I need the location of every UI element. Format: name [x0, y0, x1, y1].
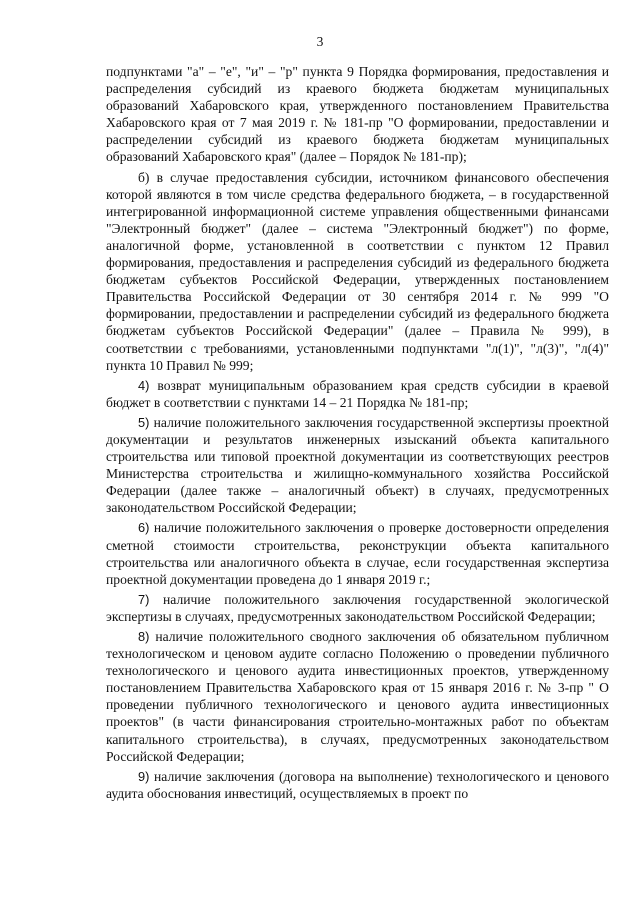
item-label: 9)	[138, 768, 150, 784]
paragraph-text: возврат муниципальным образованием края средств субсидии в краевой бюджет в соответствии с пунктами 14 – 21 Порядка № 181-пр;	[106, 377, 609, 410]
paragraph-item-9	[106, 768, 609, 802]
page-number: 3	[316, 34, 324, 49]
item-label: 8)	[138, 629, 150, 644]
item-label: 4)	[138, 377, 150, 393]
paragraph-text: подпунктами "а" – "е", "и" – "р" пункта 9 Порядка формирования, предоставления и распределения субсидий из краевого бюджета бюджетам муниципальных образований Хабаровского края, утвержденного постановлением Правительства Хабаровского края от 7 мая 2019 г. № 181-пр "О формировании, предоставлении и распределении субсидий из краевого бюджета бюджетам муниципальных образований Хабаровского края" (далее – Порядок № 181-пр);	[106, 64, 609, 165]
item-label: б)	[138, 169, 150, 185]
paragraph-text: наличие положительного сводного заключения об обязательном публичном технологическом и ценовом аудите согласно Положению о проведении публичного технологического и ценового аудита инвестиционных проектов, утвержденному постановлением Правительства Хабаровского края от 15 января 2016 г. № 3-пр " О проведении публичного технологического и ценового аудита инвестиционных проектов" (в части финансирования строительно-монтажных работ по объектам капитального строительства), в случаях, предусмотренных законодательством Российской Федерации;	[106, 629, 609, 764]
paragraph-text: наличие положительного заключения о проверке достоверности определения сметной стоимости строительства, реконструкции объекта капитального строительства или аналогичного объекта в случае, если государственная экспертиза проектной документации проведена до 1 января 2019 г.;	[106, 520, 609, 587]
paragraph-continuation	[106, 63, 609, 166]
paragraph-text: в случае предоставления субсидии, источником финансового обеспечения которой являются в том числе средства федерального бюджета, – в государственной интегрированной информационной системе управления общественными финансами "Электронный бюджет" (далее – система "Электронный бюджет") по форме, аналогичной форме, установленной в соответствии с пунктом 12 Правил формирования, предоставления и распределения субсидий из федерального бюджета бюджетам субъектов Российской Федерации, утвержденных постановлением Правительства Российской Федерации от 30 сентября 2014 г. № 999 "О формировании, предоставлении и распределении субсидий из федерального бюджета бюджетам субъектов Российской Федерации" (далее – Правила № 999), в соответствии с требованиями, установленными подпунктами "л(1)", "л(3)", "л(4)" пункта 10 Правил № 999;	[106, 169, 609, 373]
paragraph-item-7	[106, 591, 609, 625]
document-body	[106, 63, 609, 805]
paragraph-item-8	[106, 628, 609, 765]
paragraph-text: наличие положительного заключения государственной экологической экспертизы в случаях, предусмотренных законодательством Российской Федерации;	[106, 591, 609, 624]
item-label: 5)	[138, 414, 150, 430]
item-label: 7)	[138, 591, 150, 607]
paragraph-item-4	[106, 377, 609, 411]
item-label: 6)	[138, 520, 150, 536]
paragraph-item-b	[106, 169, 609, 374]
paragraph-item-6	[106, 519, 609, 587]
paragraph-item-5	[106, 414, 609, 517]
paragraph-text: наличие положительного заключения государственной экспертизы проектной документации и результатов инженерных изысканий объекта капитального строительства или типовой проектной документации из соответствующих реестров Министерства строительства и жилищно-коммунального хозяйства Российской Федерации (далее также – аналогичный объект) в случаях, предусмотренных законодательством Российской Федерации;	[106, 414, 609, 516]
paragraph-text: наличие заключения (договора на выполнение) технологического и ценового аудита обоснования инвестиций, осуществляемых в проект по	[106, 768, 609, 801]
